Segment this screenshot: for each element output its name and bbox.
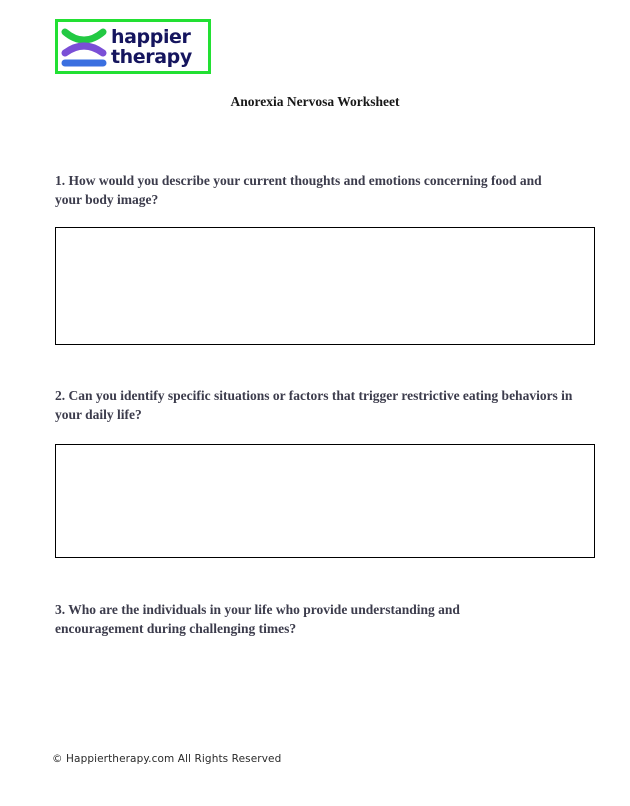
answer-box-2[interactable] [55, 444, 595, 558]
question-2-text: 2. Can you identify specific situations or factors that trigger restrictive eating behaviors in your daily life? [55, 388, 573, 422]
page-title: Anorexia Nervosa Worksheet [230, 94, 400, 109]
logo-arcs-icon [61, 26, 107, 68]
answer-box-1[interactable] [55, 227, 595, 345]
question-3-text: 3. Who are the individuals in your life who provide understanding and encouragement during challenging times? [55, 602, 460, 636]
logo-word-happier: happier [111, 25, 191, 48]
question-1-text: 1. How would you describe your current thoughts and emotions concerning food and your body image? [55, 173, 542, 207]
footer-copyright: © Happiertherapy.com All Rights Reserved [52, 753, 282, 765]
happier-therapy-logo [55, 19, 211, 74]
logo-word-therapy: therapy [111, 45, 192, 68]
logo-wordmark [111, 27, 192, 67]
